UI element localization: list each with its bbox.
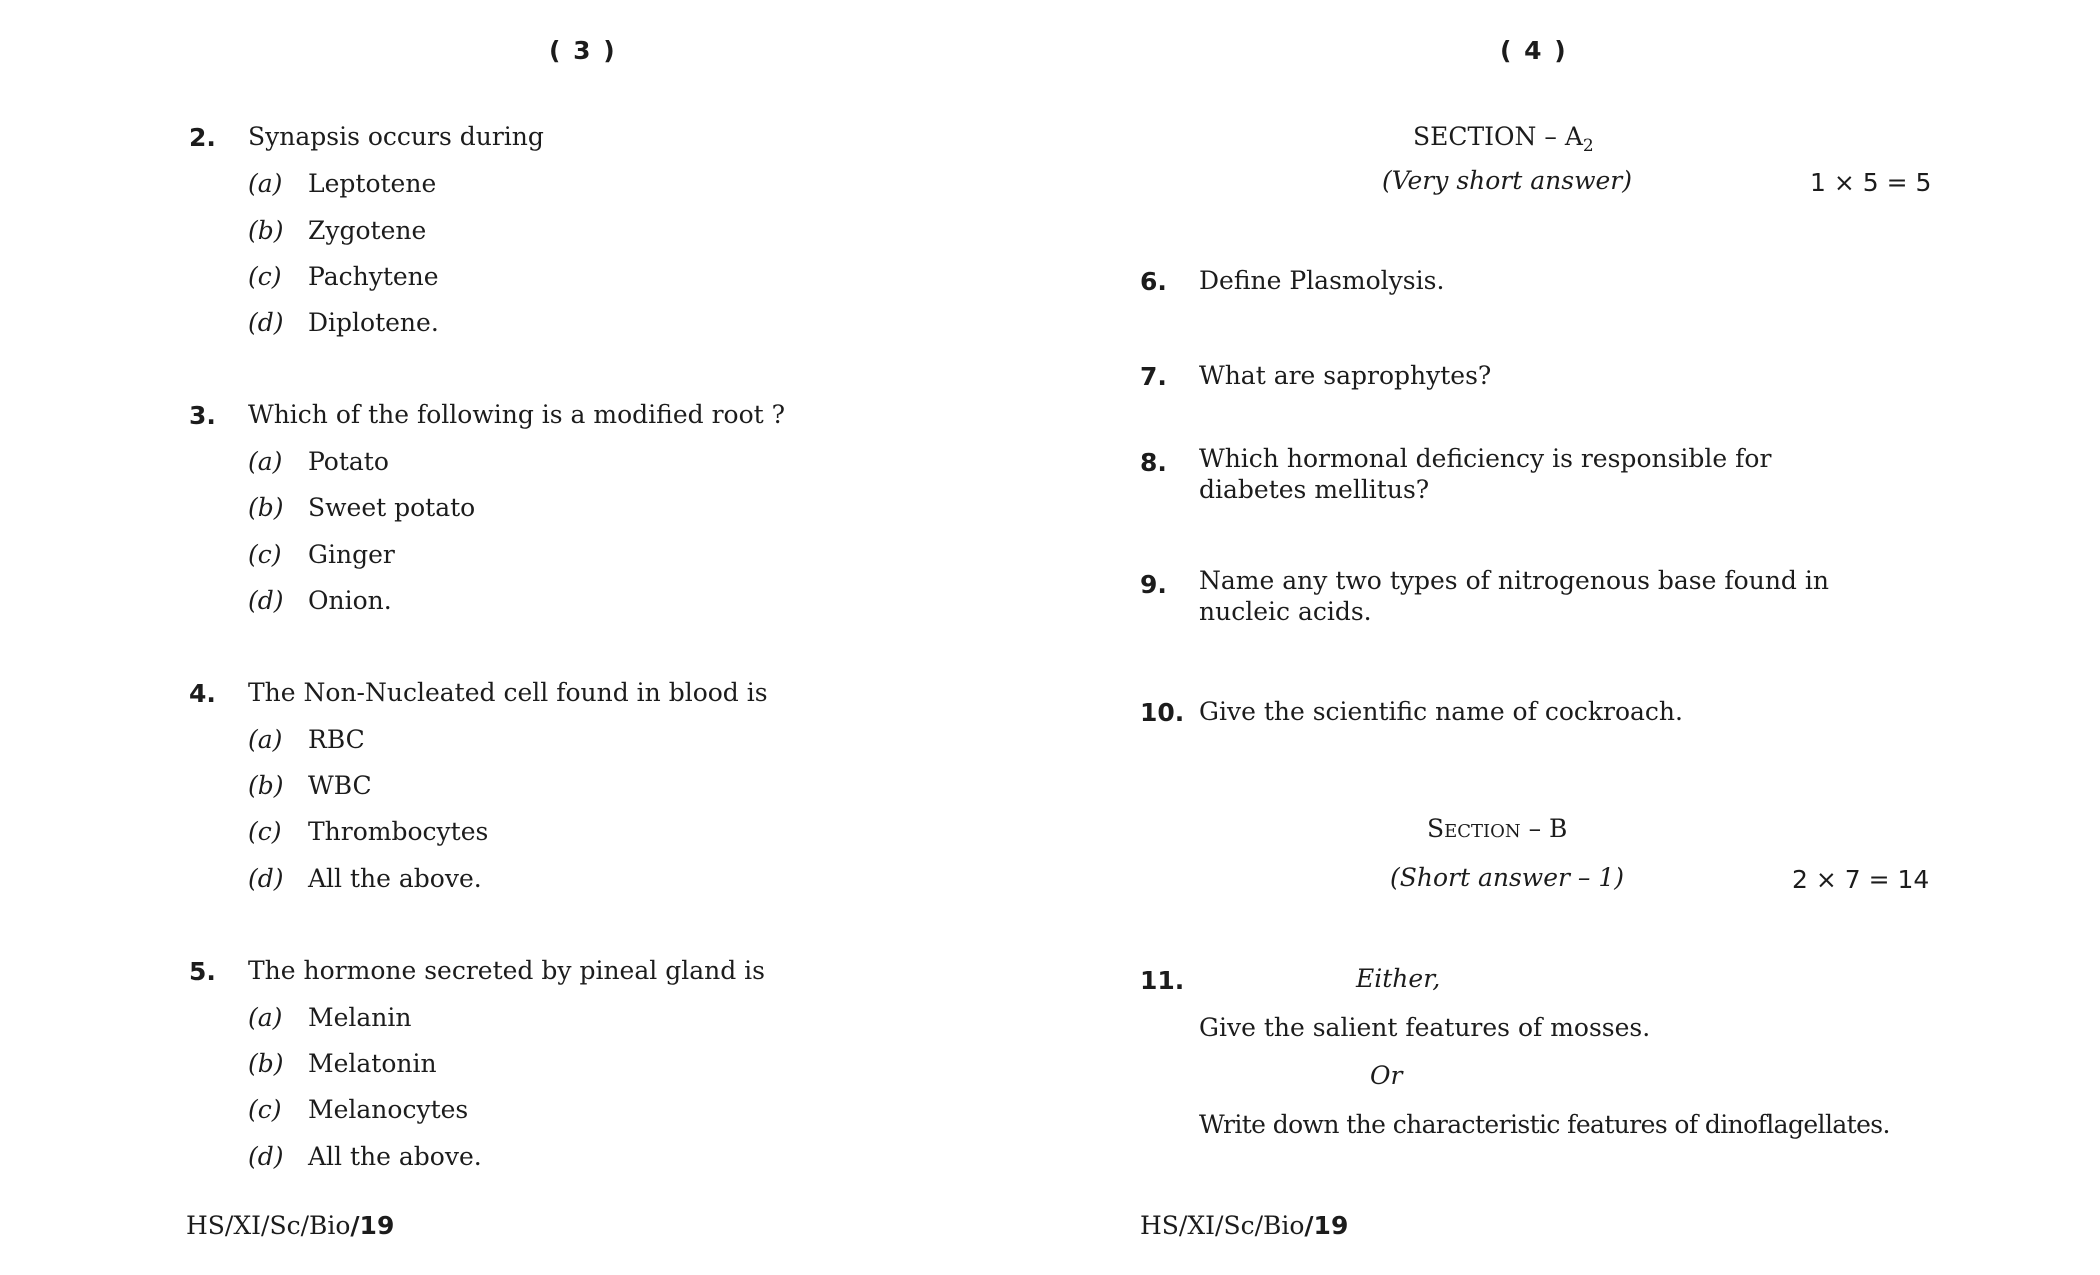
question-text: Which hormonal deficiency is responsible for diabetes mellitus? xyxy=(1199,444,1772,504)
option-label: (a) xyxy=(248,725,283,754)
question-text-b: Write down the characteristic features of dinoflagellates. xyxy=(1199,1110,1890,1139)
question-number: 5. xyxy=(189,957,216,986)
option-text: Sweet potato xyxy=(308,493,476,522)
option-text: Zygotene xyxy=(308,216,427,245)
option-text: Melanocytes xyxy=(308,1095,469,1124)
option-text: Melanin xyxy=(308,1003,412,1032)
question-text: The Non-Nucleated cell found in blood is xyxy=(248,678,768,707)
section-b-subtitle: (Short answer – 1) xyxy=(1390,863,1625,892)
option-label: (d) xyxy=(248,864,284,893)
option-text: Diplotene. xyxy=(308,308,439,337)
option-label: (d) xyxy=(248,586,284,615)
option-text: Thrombocytes xyxy=(308,817,489,846)
question-text: Define Plasmolysis. xyxy=(1199,266,1445,295)
option-text: Melatonin xyxy=(308,1049,437,1078)
option-label: (d) xyxy=(248,308,284,337)
section-a2-subtitle: (Very short answer) xyxy=(1382,166,1632,195)
question-text: Synapsis occurs during xyxy=(248,122,544,151)
footer-code: HS/XI/Sc/Bio xyxy=(186,1211,351,1240)
page-number: ( 3 ) xyxy=(549,36,617,65)
question-number: 3. xyxy=(189,401,216,430)
option-text: All the above. xyxy=(308,864,482,893)
option-label: (c) xyxy=(248,540,282,569)
page-number: ( 4 ) xyxy=(1500,36,1568,65)
option-text: Onion. xyxy=(308,586,392,615)
question-text: What are saprophytes? xyxy=(1199,361,1492,390)
footer-code: HS/XI/Sc/Bio xyxy=(1140,1211,1305,1240)
option-text: WBC xyxy=(308,771,372,800)
question-number: 10. xyxy=(1140,698,1185,727)
option-text: Pachytene xyxy=(308,262,439,291)
section-b-title: Section – B xyxy=(1427,814,1568,843)
option-text: Ginger xyxy=(308,540,395,569)
either-label: Either, xyxy=(1356,964,1441,993)
option-label: (a) xyxy=(248,447,283,476)
question-number: 2. xyxy=(189,123,216,152)
section-b-marks: 2 × 7 = 14 xyxy=(1792,865,1930,894)
option-text: Leptotene xyxy=(308,169,437,198)
section-title-text: SECTION – A xyxy=(1413,122,1583,151)
option-label: (d) xyxy=(248,1142,284,1171)
option-text: All the above. xyxy=(308,1142,482,1171)
section-a2-marks: 1 × 5 = 5 xyxy=(1810,168,1932,197)
page-footer xyxy=(186,1211,394,1240)
question-number: 11. xyxy=(1140,966,1185,995)
option-label: (a) xyxy=(248,1003,283,1032)
option-label: (b) xyxy=(248,493,284,522)
footer-suffix: /19 xyxy=(350,1211,395,1240)
page-footer xyxy=(1140,1211,1348,1240)
question-text: Give the scientific name of cockroach. xyxy=(1199,697,1683,726)
option-label: (b) xyxy=(248,216,284,245)
option-label: (c) xyxy=(248,817,282,846)
question-number: 6. xyxy=(1140,267,1167,296)
question-number: 9. xyxy=(1140,570,1167,599)
question-number: 8. xyxy=(1140,448,1167,477)
footer-suffix: /19 xyxy=(1304,1211,1349,1240)
question-text: Name any two types of nitrogenous base found in nucleic acids. xyxy=(1199,566,1829,626)
option-label: (c) xyxy=(248,262,282,291)
question-number: 7. xyxy=(1140,362,1167,391)
option-label: (c) xyxy=(248,1095,282,1124)
section-title-subscript: 2 xyxy=(1582,136,1594,156)
option-label: (a) xyxy=(248,169,283,198)
option-label: (b) xyxy=(248,771,284,800)
question-number: 4. xyxy=(189,679,216,708)
right-page xyxy=(1050,0,2100,1275)
or-label: Or xyxy=(1370,1061,1403,1090)
option-text: Potato xyxy=(308,447,389,476)
question-text-a: Give the salient features of mosses. xyxy=(1199,1013,1651,1042)
option-text: RBC xyxy=(308,725,365,754)
question-text: The hormone secreted by pineal gland is xyxy=(248,956,765,985)
question-text: Which of the following is a modified root ? xyxy=(248,400,786,429)
option-label: (b) xyxy=(248,1049,284,1078)
section-a2-title xyxy=(1413,122,1594,156)
